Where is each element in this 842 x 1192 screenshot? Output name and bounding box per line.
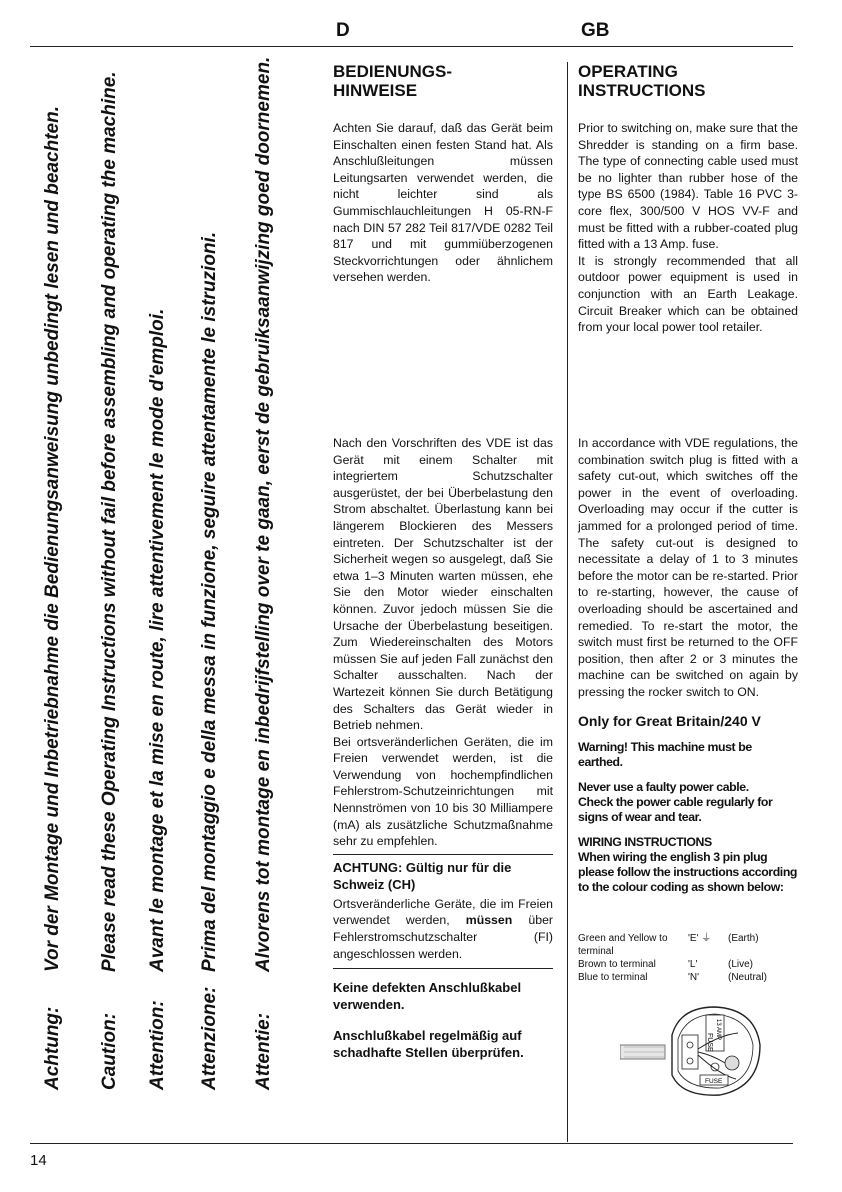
english-paragraph: Prior to switching on, make sure that the Shredder is standing on a firm base. The type of connecting cable used must be no lighter than rubber hose of the type BS 6500 (1984). Table 16 PVC 3-core flex, 300/500 V HOS VV-F and must be fitted with a rubber-coated plug fitted with a 13 Amp. fuse.	[578, 121, 798, 252]
side-warning-label: Caution:	[99, 1012, 120, 1090]
german-swiss-heading: ACHTUNG: Gültig nur für die Schweiz (CH)	[333, 859, 512, 892]
wiring-instructions: When wiring the english 3 pin plug please follow the instructions according to the colour coding as shown below:	[578, 849, 798, 894]
german-swiss-text: Ortsveränderliche Geräte, die im Freien verwendet werden, müssen über Fehlerstromschutzschalter (FI) angeschlossen werden.	[333, 896, 553, 961]
wiring-heading: WIRING INSTRUCTIONS	[578, 834, 712, 849]
wiring-terminal: 'E' ⏚	[688, 933, 712, 944]
wiring-row	[578, 958, 793, 971]
uk-plug-diagram-icon	[620, 1005, 770, 1100]
side-warning-text: Please read these Operating Instructions without fail before assembling and operating the machine.	[99, 71, 120, 972]
german-bold-line: Keine defekten Anschlußkabel verwenden.	[333, 980, 522, 1013]
english-title	[578, 62, 798, 100]
side-warning-text: Avant le montage et la mise en route, lire attentivement le mode d'emploi.	[147, 308, 168, 972]
german-paragraph: Nach den Vorschriften des VDE ist das Gerät mit einem Schalter mit integriertem Schutzschalter ausgerüstet, der bei Überbelastung den Strom abschaltet. Überlastung kann bei längerem Blockieren des Messers eintreten. Der Schutzschalter ist der Sicherheit wegen so ausgelegt, daß Sie etwa 1–3 Minuten warten müssen, ehe Sie den Motor wieder einschalten können. Zuvor jedoch müssen Sie die Ursache der Überbelastung beseitigen. Zum Wiedereinschalten des Motors müssen Sie auf jeden Fall zunächst den Schalter ausschalten. Nach der Wartezeit können Sie durch Betätigung des Schalters das Gerät wieder in Betrieb nehmen.	[333, 436, 553, 733]
english-warning: Warning! This machine must be earthed.	[578, 739, 752, 769]
page-number: 14	[30, 1152, 47, 1169]
side-warning-nl	[253, 57, 275, 1090]
wiring-terminal-name: (Neutral)	[728, 972, 767, 983]
column-divider	[567, 62, 568, 1142]
plug-amp-label: 13 AMP	[715, 1019, 721, 1041]
header-language-de: D	[336, 20, 350, 41]
wiring-colour: Brown to terminal	[578, 959, 656, 970]
german-title-line2: HINWEISE	[333, 81, 418, 100]
wiring-terminal-name: (Earth)	[728, 933, 759, 944]
header-language-gb: GB	[581, 20, 610, 41]
english-title-line1: OPERATING	[578, 62, 678, 81]
english-paragraph: It is strongly recommended that all outdoor power equipment is used in conjunction with an Earth Leakage. Circuit Breaker which can be obtained from your local power tool retailer.	[578, 253, 798, 335]
german-cable-notice	[333, 968, 553, 1061]
english-warning: Never use a faulty power cable.	[578, 779, 749, 794]
wiring-colour: Green and Yellow to terminal	[578, 933, 668, 957]
german-para-setup	[333, 120, 553, 286]
english-section-cutout	[578, 435, 798, 895]
side-warning-it	[199, 232, 221, 1090]
plug-fuse-label: FUSE	[706, 1033, 713, 1052]
bottom-rule	[30, 1143, 793, 1144]
english-para-setup	[578, 120, 798, 336]
side-warning-label: Attentie:	[253, 1012, 274, 1090]
english-title-line2: INSTRUCTIONS	[578, 81, 706, 100]
wiring-table	[578, 932, 793, 984]
side-warning-label: Attenzione:	[199, 986, 220, 1090]
wiring-terminal: 'L'	[688, 959, 698, 970]
side-warning-label: Achtung:	[42, 1006, 63, 1090]
side-warning-fr	[147, 309, 169, 1090]
side-warning-text: Prima del montaggio e della messa in funzione, seguire attentamente le istruzioni.	[199, 231, 220, 972]
wiring-colour: Blue to terminal	[578, 972, 648, 983]
side-warning-de	[42, 106, 64, 1090]
english-paragraph: In accordance with VDE regulations, the combination switch plug is fitted with a safety cut-out, which switches off the power in the event of overloading. Overloading may occur if the cutter is jammed for a prolonged period of time. The safety cut-out is designed to necessitate a delay of 1 to 3 minutes before the motor can be re-started. Prior to re-starting, however, the cause of overloading should be ascertained and remedied. To re-start the motor, the switch must first be returned to the OFF position, then after 2 or 3 minutes the machine can be switched on again by pressing the rocker switch to ON.	[578, 436, 798, 699]
side-warning-text: Alvorens tot montage en inbedrijfstelling over te gaan, eerst de gebruiksaanwijzing goed doornemen.	[253, 56, 274, 972]
top-rule	[30, 46, 793, 47]
german-paragraph: Achten Sie darauf, daß das Gerät beim Einschalten einen festen Stand hat. Als Anschlußleitungen müssen Leitungsarten verwendet werden, die nicht leichter sind als Gummischlauchleitungen H 05-RN-F nach DIN 57 282 Teil 817/VDE 0282 Teil 817 und mit gummiüberzogenen Steckvorrichtungen oder ähnlichem versehen werden.	[333, 121, 553, 285]
wiring-terminal-name: (Live)	[728, 959, 754, 970]
german-title	[333, 62, 553, 100]
side-warning-en	[99, 71, 121, 1090]
english-warning: Check the power cable regularly for signs of wear and tear.	[578, 794, 773, 824]
german-paragraph: Bei ortsveränderlichen Geräten, die im Freien verwendet werden, ist die Verwendung von hochempfindlichen Fehlerstrom-Schutzeinrichtungen mit Nennströmen von 10 bis 30 Milliampere (mA) als zusätzliche Schutzmaßnahme sehr zu empfehlen.	[333, 734, 553, 849]
german-swiss-notice	[333, 854, 553, 962]
english-gb-heading: Only for Great Britain/240 V	[578, 712, 761, 729]
german-section-cutout	[333, 435, 553, 1061]
plug-fuse-holder-label: FUSE	[705, 1078, 723, 1085]
german-title-line1: BEDIENUNGS-	[333, 62, 453, 81]
wiring-terminal: 'N'	[688, 972, 700, 983]
side-warning-text: Vor der Montage und Inbetriebnahme die Bedienungsanweisung unbedingt lesen und beachten.	[42, 106, 63, 972]
wiring-row	[578, 932, 793, 958]
german-bold-line: Anschlußkabel regelmäßig auf schadhafte Stellen überprüfen.	[333, 1028, 524, 1061]
wiring-row	[578, 971, 793, 984]
side-warning-label: Attention:	[147, 1000, 168, 1090]
